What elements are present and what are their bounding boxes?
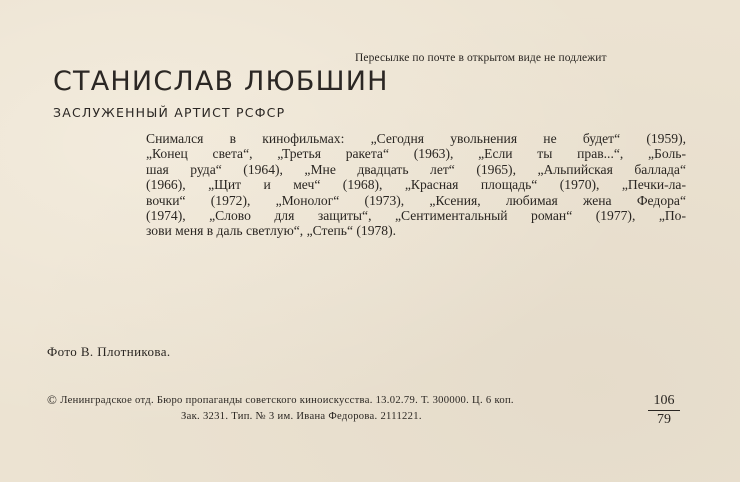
actor-name: СТАНИСЛАВ ЛЮБШИН xyxy=(53,66,389,97)
publisher-imprint xyxy=(47,392,514,425)
filmography-line: (1974), „Слово для защиты“, „Сентиментальный роман“ (1977), „По- xyxy=(146,208,686,224)
catalog-number xyxy=(648,392,680,429)
filmography-line: Снимался в кинофильмах: „Сегодня увольнения не будет“ (1959), xyxy=(146,131,686,146)
filmography-line: „Конец света“, „Третья ракета“ (1963), „Если ты прав...“, „Боль- xyxy=(146,146,686,162)
filmography-text xyxy=(146,131,686,239)
postal-note: Пересылке по почте в открытом виде не подлежит xyxy=(355,52,607,64)
filmography-line: (1966), „Щит и меч“ (1968), „Красная площадь“ (1970), „Печки-ла- xyxy=(146,177,686,193)
photo-credit: Фото В. Плотникова. xyxy=(47,344,171,359)
filmography-line: зови меня в даль светлую“, „Степь“ (1978). xyxy=(146,223,397,239)
filmography-line: шая руда“ (1964), „Мне двадцать лет“ (1965), „Альпийская баллада“ xyxy=(146,161,686,177)
imprint-line-1: Ленинградское отд. Бюро пропаганды советского киноискусства. 13.02.79. Т. 300000. Ц. 6 коп. xyxy=(60,395,514,406)
imprint-line-2: Зак. 3231. Тип. № 3 им. Ивана Федорова. 2111221. xyxy=(181,411,422,422)
filmography-line: вочки“ (1972), „Монолог“ (1973), „Ксения, любимая жена Федора“ xyxy=(146,192,686,208)
copyright-symbol: © xyxy=(47,392,58,407)
catalog-numerator: 106 xyxy=(648,392,680,411)
catalog-denominator: 79 xyxy=(657,412,671,427)
honorary-title: ЗАСЛУЖЕННЫЙ АРТИСТ РСФСР xyxy=(53,105,286,120)
